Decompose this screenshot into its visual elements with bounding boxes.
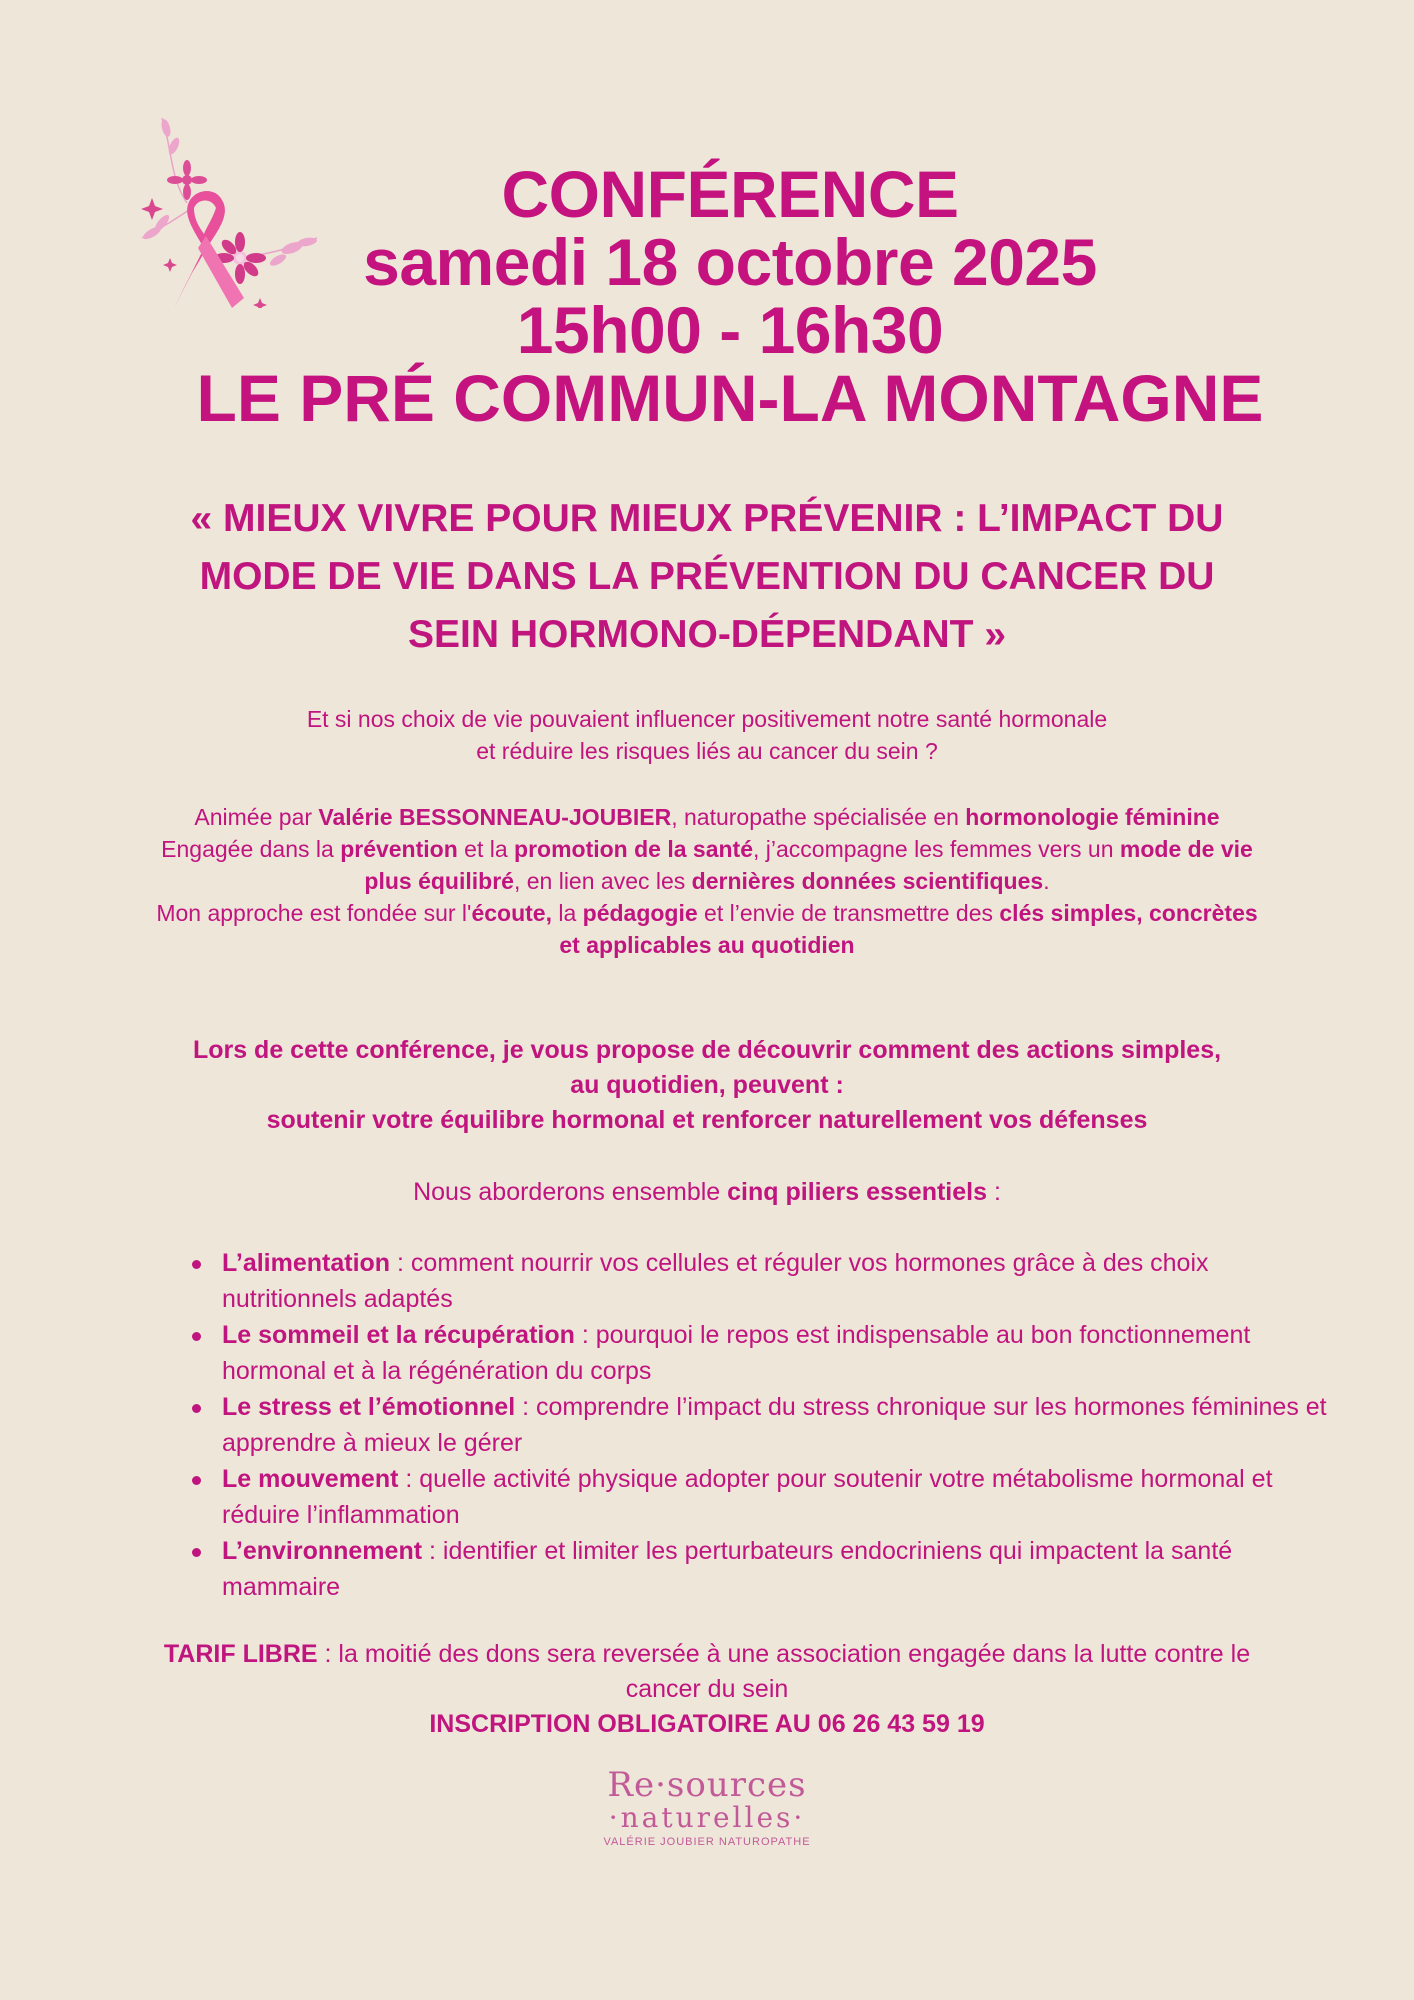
- pillars-intro: [150, 1175, 1264, 1210]
- bio-emphasis: clés simples, concrètes et applicables au quotidien: [559, 900, 1258, 958]
- intro-line: Et si nos choix de vie pouvaient influencer positivement notre santé hormonale: [306, 706, 1108, 732]
- bio-emphasis: écoute,: [471, 900, 552, 926]
- bio-paragraph: [150, 897, 1264, 961]
- event-header: [150, 157, 1310, 435]
- pillar-text: : comment nourrir vos cellules et réguler vos hormones grâce à des choix nutritionnels adaptés: [222, 1249, 1209, 1313]
- bio-text: , j’accompagne les femmes vers un: [753, 836, 1120, 862]
- bio-emphasis: hormonologie féminine: [965, 804, 1220, 830]
- pillars-intro-emphasis: cinq piliers essentiels: [727, 1178, 987, 1206]
- tarif-text: : la moitié des dons sera reversée à une association engagée dans la lutte contre le cancer du sein: [317, 1640, 1251, 1703]
- tarif-label: TARIF LIBRE: [163, 1640, 318, 1668]
- event-time: 15h00 - 16h30: [516, 293, 944, 367]
- registration-line: [160, 1707, 1254, 1742]
- bio-emphasis: prévention: [340, 836, 458, 862]
- list-item: [222, 1461, 1332, 1533]
- logo-tagline: VALÉRIE JOUBIER NATUROPATHE: [603, 1836, 811, 1848]
- purpose-line: au quotidien, peuvent :: [570, 1071, 844, 1099]
- pillar-title: Le mouvement: [222, 1465, 399, 1493]
- bio-emphasis: pédagogie: [582, 900, 698, 926]
- bio-text: et la: [457, 836, 515, 862]
- purpose-line: Lors de cette conférence, je vous propose de découvrir comment des actions simples,: [192, 1036, 1222, 1064]
- pillars-intro-text: :: [987, 1178, 1001, 1206]
- logo-line: ·naturelles·: [608, 1801, 806, 1834]
- pillars-intro-text: Nous aborderons ensemble: [413, 1178, 728, 1206]
- event-date: samedi 18 octobre 2025: [363, 225, 1097, 299]
- intro-line: et réduire les risques liés au cancer du sein ?: [476, 738, 938, 764]
- pillars-list: [186, 1245, 1332, 1605]
- pillar-title: Le sommeil et la récupération: [222, 1321, 575, 1349]
- pillar-text: : quelle activité physique adopter pour soutenir votre métabolisme hormonal et réduire l’inflammation: [222, 1465, 1273, 1529]
- title-line: SEIN HORMONO-DÉPENDANT »: [407, 613, 1007, 656]
- title-line: MODE DE VIE DANS LA PRÉVENTION DU CANCER DU: [199, 555, 1215, 598]
- bio-emphasis: dernières données scientifiques: [691, 868, 1044, 894]
- bio-text: la: [551, 900, 583, 926]
- bio-emphasis: promotion de la santé: [514, 836, 754, 862]
- brand-logo: [560, 1765, 854, 1858]
- bio-text: Mon approche est fondée sur l': [156, 900, 472, 926]
- bio-emphasis: mode de vie plus équilibré: [364, 836, 1253, 894]
- list-item: [222, 1533, 1332, 1605]
- bio-text: , en lien avec les: [513, 868, 692, 894]
- conference-heading: CONFÉRENCE: [501, 157, 959, 231]
- bio-text: et l’envie de transmettre des: [697, 900, 1000, 926]
- conference-purpose: [150, 1033, 1264, 1138]
- pillar-title: L’environnement: [222, 1537, 423, 1565]
- speaker-bio: [150, 801, 1264, 961]
- bio-text: Engagée dans la: [161, 836, 341, 862]
- intro-question: [150, 703, 1264, 767]
- list-item: [222, 1245, 1332, 1317]
- conference-title: [100, 490, 1314, 664]
- bio-text: .: [1043, 868, 1050, 894]
- pillar-text: : identifier et limiter les perturbateurs endocriniens qui impactent la santé mammaire: [222, 1537, 1233, 1601]
- logo-line: Re·sources: [607, 1765, 807, 1805]
- title-line: « MIEUX VIVRE POUR MIEUX PRÉVENIR : L’IMPACT DU: [190, 497, 1224, 540]
- pillar-title: Le stress et l’émotionnel: [222, 1393, 516, 1421]
- tarif-line: [160, 1637, 1254, 1707]
- speaker-name: Valérie BESSONNEAU-JOUBIER: [318, 804, 672, 830]
- pricing-info: [160, 1637, 1254, 1742]
- bio-text: , naturopathe spécialisée en: [671, 804, 966, 830]
- bio-paragraph: [150, 801, 1264, 833]
- list-item: [222, 1389, 1332, 1461]
- purpose-line: soutenir votre équilibre hormonal et renforcer naturellement vos défenses: [266, 1106, 1148, 1134]
- pillar-text: : comprendre l’impact du stress chronique sur les hormones féminines et apprendre à mieux le gérer: [222, 1393, 1327, 1457]
- bio-paragraph: [150, 833, 1264, 897]
- pillar-text: : pourquoi le repos est indispensable au bon fonctionnement hormonal et à la régénération du corps: [222, 1321, 1251, 1385]
- bio-text: Animée par: [194, 804, 319, 830]
- pillar-title: L’alimentation: [222, 1249, 391, 1277]
- event-venue: LE PRÉ COMMUN-LA MONTAGNE: [196, 361, 1264, 435]
- registration-phone: INSCRIPTION OBLIGATOIRE AU 06 26 43 59 19: [429, 1710, 985, 1738]
- list-item: [222, 1317, 1332, 1389]
